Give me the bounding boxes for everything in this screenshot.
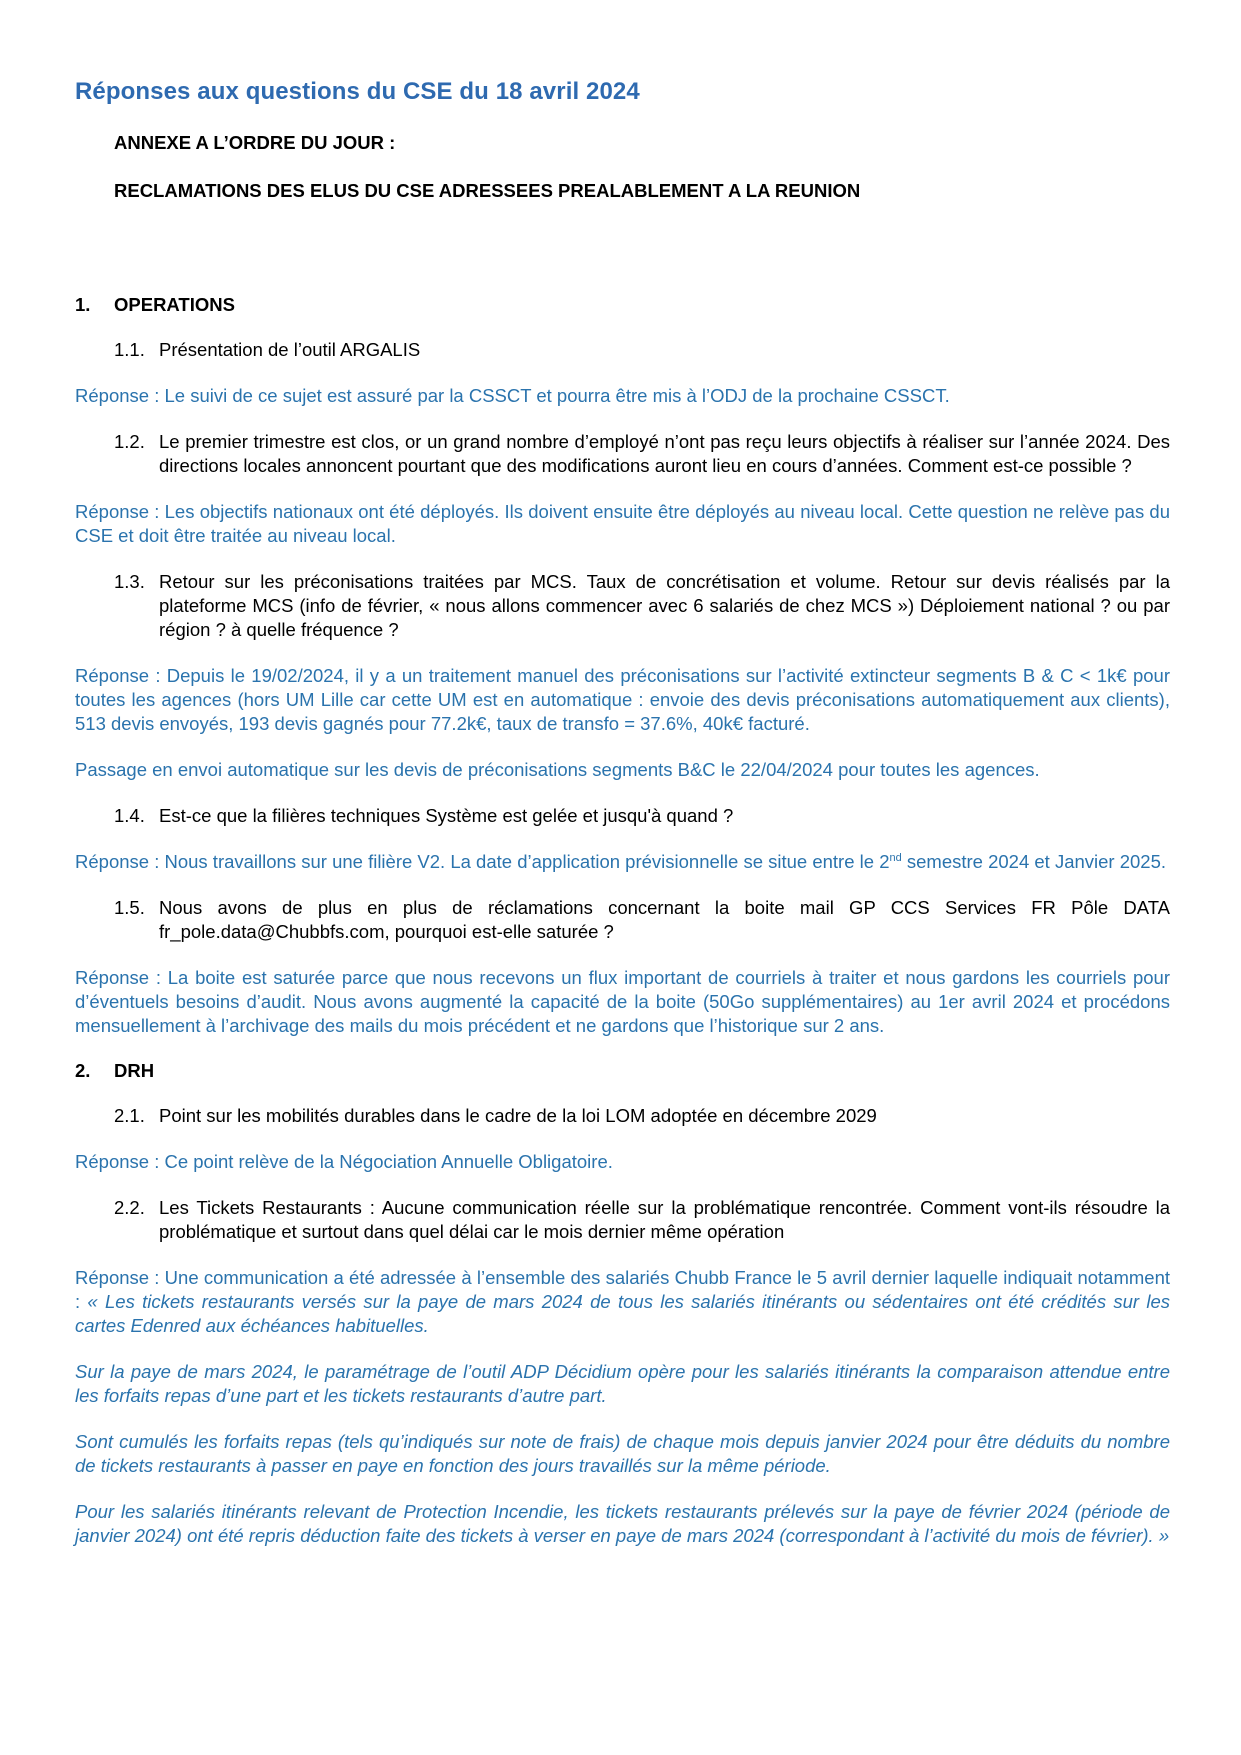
answer-text: Réponse : Nous travaillons sur une filière V2. La date d’application prévisionnelle se situe entre le 2 bbox=[75, 851, 890, 872]
answer-text-cont: semestre 2024 et Janvier 2025. bbox=[901, 851, 1167, 872]
question-number: 1.5. bbox=[114, 897, 145, 918]
answer-1-3: Réponse : Depuis le 19/02/2024, il y a un traitement manuel des préconisations sur l’activité extincteur segments B & C < 1k€ pour toutes les agences (hors UM Lille car cette UM est en automatique : envoie des devis préconisations automatiquement aux clients), 513 devis envoyés, 193 devis gagnés pour 77.2k€, taux de transfo = 37.6%, 40k€ facturé. bbox=[75, 665, 1170, 734]
answer-1-2: Réponse : Les objectifs nationaux ont été déployés. Ils doivent ensuite être déployés au niveau local. Cette question ne relève pas du CSE et doit être traitée au niveau local. bbox=[75, 501, 1170, 546]
question-1-1 bbox=[114, 338, 1170, 362]
section-number: 2. bbox=[75, 1060, 91, 1081]
question-number: 2.1. bbox=[114, 1105, 145, 1126]
document-page bbox=[75, 70, 1170, 1570]
answer-lead: Réponse : Une communication a été adressée à l’ensemble des salariés Chubb France le 5 avril dernier laquelle indiquait notamment : bbox=[75, 1267, 1170, 1312]
question-1-5 bbox=[114, 896, 1170, 944]
question-text: Point sur les mobilités durables dans le cadre de la loi LOM adoptée en décembre 2029 bbox=[159, 1105, 877, 1126]
ordinal-suffix: nd bbox=[889, 851, 902, 864]
answer-2-2 bbox=[75, 1266, 1170, 1338]
annex-heading: ANNEXE A L’ORDRE DU JOUR : bbox=[114, 132, 396, 153]
section-heading-drh bbox=[75, 1060, 1170, 1082]
question-text: Présentation de l’outil ARGALIS bbox=[159, 339, 421, 360]
answer-2-2-paragraph-2: Sur la paye de mars 2024, le paramétrage de l’outil ADP Décidium opère pour les salariés itinérants la comparaison attendue entre les forfaits repas d’une part et les tickets restaurants d’autre part. bbox=[75, 1361, 1170, 1406]
question-1-2 bbox=[114, 430, 1170, 478]
spacer bbox=[75, 228, 1170, 294]
question-2-2 bbox=[114, 1196, 1170, 1244]
question-text: Le premier trimestre est clos, or un grand nombre d’employé n’ont pas reçu leurs objectifs à réaliser sur l’année 2024. Des directions locales annoncent pourtant que des modifications auront lieu en cours d’années. Comment est-ce possible ? bbox=[159, 431, 1170, 476]
answer-2-1: Réponse : Ce point relève de la Négociation Annuelle Obligatoire. bbox=[75, 1151, 613, 1172]
question-number: 1.3. bbox=[114, 571, 145, 592]
answer-2-2-paragraph-4: Pour les salariés itinérants relevant de Protection Incendie, les tickets restaurants prélevés sur la paye de février 2024 (période de janvier 2024) ont été repris déduction faite des tickets à verser en paye de mars 2024 (correspondant à l’activité du mois de février). » bbox=[75, 1501, 1170, 1546]
answer-1-5: Réponse : La boite est saturée parce que nous recevons un flux important de courriels à traiter et nous gardons les courriels pour d’éventuels besoins d’audit. Nous avons augmenté la capacité de la boite (50Go supplémentaires) au 1er avril 2024 et procédons mensuellement à l’archivage des mails du mois précédent et ne gardons que l’historique sur 2 ans. bbox=[75, 967, 1170, 1036]
question-text: Les Tickets Restaurants : Aucune communication réelle sur la problématique rencontrée. Comment vont-ils résoudre la problématique et surtout dans quel délai car le mois dernier même opération bbox=[159, 1197, 1170, 1242]
question-text: Nous avons de plus en plus de réclamations concernant la boite mail GP CCS Services FR Pôle DATA fr_pole.data@Chubbfs.com, pourquoi est-elle saturée ? bbox=[159, 897, 1170, 942]
claims-heading: RECLAMATIONS DES ELUS DU CSE ADRESSEES PREALABLEMENT A LA REUNION bbox=[114, 180, 861, 201]
question-2-1 bbox=[114, 1104, 1170, 1128]
section-title: OPERATIONS bbox=[114, 294, 235, 315]
document-title: Réponses aux questions du CSE du 18 avril 2024 bbox=[75, 78, 640, 105]
question-number: 1.1. bbox=[114, 339, 145, 360]
section-number: 1. bbox=[75, 294, 91, 315]
answer-2-2-paragraph-3: Sont cumulés les forfaits repas (tels qu’indiqués sur note de frais) de chaque mois depuis janvier 2024 pour être déduits du nombre de tickets restaurants à passer en paye en fonction des jours travaillés sur la même période. bbox=[75, 1431, 1170, 1476]
question-number: 2.2. bbox=[114, 1197, 145, 1218]
answer-1-4 bbox=[75, 850, 1170, 874]
question-1-3 bbox=[114, 570, 1170, 642]
question-number: 1.4. bbox=[114, 805, 145, 826]
question-text: Retour sur les préconisations traitées par MCS. Taux de concrétisation et volume. Retour sur devis réalisés par la plateforme MCS (info de février, « nous allons commencer avec 6 salariés de chez MCS ») Déploiement national ? ou par région ? à quelle fréquence ? bbox=[159, 571, 1170, 640]
section-title: DRH bbox=[114, 1060, 155, 1081]
answer-quote: « Les tickets restaurants versés sur la paye de mars 2024 de tous les salariés itinérants ou sédentaires ont été crédités sur les cartes Edenred aux échéances habituelles. bbox=[75, 1291, 1170, 1336]
answer-1-3-followup: Passage en envoi automatique sur les devis de préconisations segments B&C le 22/04/2024 pour toutes les agences. bbox=[75, 759, 1040, 780]
question-text: Est-ce que la filières techniques Système est gelée et jusqu'à quand ? bbox=[159, 805, 734, 826]
question-1-4 bbox=[114, 804, 1170, 828]
question-number: 1.2. bbox=[114, 431, 145, 452]
answer-1-1: Réponse : Le suivi de ce sujet est assuré par la CSSCT et pourra être mis à l’ODJ de la prochaine CSSCT. bbox=[75, 385, 950, 406]
section-heading-operations bbox=[75, 294, 1170, 316]
